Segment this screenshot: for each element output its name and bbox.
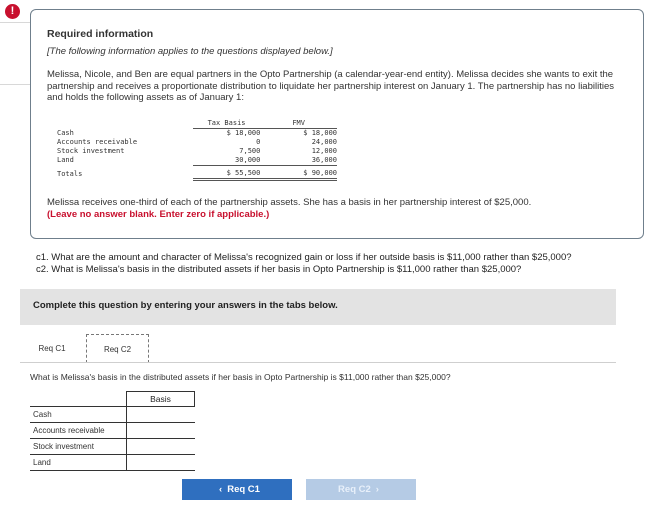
basis-input-accounts-receivable[interactable] xyxy=(126,423,195,438)
question-c1: c1. What are the amount and character of Melissa's recognized gain or loss if her outside basis is $11,000 rather than $25,000? xyxy=(36,252,572,263)
tab-req-c2[interactable]: Req C2 xyxy=(86,334,149,363)
tax-basis-header: Tax Basis xyxy=(193,119,261,129)
asset-totals-row xyxy=(53,166,337,180)
basis-row xyxy=(30,439,195,455)
basis-column-header: Basis xyxy=(126,391,195,407)
required-information-panel xyxy=(30,9,644,239)
panel-question: What is Melissa's basis in the distributed assets if her basis in Opto Partnership is $11,000 rather than $25,000? xyxy=(30,372,451,382)
divider xyxy=(0,22,30,23)
totals-tax-basis: $ 55,500 xyxy=(193,166,261,180)
asset-fmv: 12,000 xyxy=(311,147,337,155)
alert-icon: ! xyxy=(5,4,20,19)
scenario-paragraph: Melissa, Nicole, and Ben are equal partners in the Opto Partnership (a calendar-year-end entity). Melissa decides she wants to exit the partnership and receives a proportionate distribution to liquidate her partnership interest on January 1. The partnership has no liabilities and holds the following assets as of January 1: xyxy=(47,69,614,103)
answer-note: (Leave no answer blank. Enter zero if applicable.) xyxy=(47,209,270,220)
asset-name: Accounts receivable xyxy=(57,138,138,146)
asset-row xyxy=(53,147,337,156)
asset-fmv: 36,000 xyxy=(260,156,337,166)
asset-fmv: 24,000 xyxy=(311,138,337,146)
asset-fmv: $ 18,000 xyxy=(303,129,337,137)
basis-row-label: Land xyxy=(33,458,51,467)
basis-row-label: Accounts receivable xyxy=(33,426,105,435)
basis-row-label: Stock investment xyxy=(33,442,94,451)
next-tab-label: Req C2 xyxy=(338,484,371,495)
asset-header-blank xyxy=(53,119,193,129)
divider xyxy=(0,84,30,85)
basis-input-land[interactable] xyxy=(126,455,195,470)
chevron-right-icon: › xyxy=(375,484,379,495)
required-information-title: Required information xyxy=(47,28,154,40)
totals-label: Totals xyxy=(57,169,83,178)
asset-tax-basis: 7,500 xyxy=(239,147,261,155)
chevron-left-icon: ‹ xyxy=(219,484,223,495)
tab-panel-divider xyxy=(20,362,616,363)
basis-row xyxy=(30,423,195,439)
distribution-paragraph: Melissa receives one-third of each of the partnership assets. She has a basis in her partnership interest of $25,000. xyxy=(47,197,532,208)
asset-row xyxy=(53,129,337,139)
tab-req-c1[interactable]: Req C1 xyxy=(38,344,66,353)
asset-table-header xyxy=(53,119,337,129)
asset-tax-basis: 30,000 xyxy=(193,156,261,166)
asset-name: Land xyxy=(57,156,74,165)
question-c2: c2. What is Melissa's basis in the distributed assets if her basis in Opto Partnership is $11,000 rather than $25,000? xyxy=(36,263,522,275)
asset-table xyxy=(53,119,337,181)
prev-tab-button[interactable] xyxy=(182,479,292,500)
asset-row xyxy=(53,156,337,166)
basis-row-label: Cash xyxy=(33,410,52,419)
asset-row xyxy=(53,138,337,147)
fmv-header: FMV xyxy=(260,119,337,129)
asset-tax-basis: 0 xyxy=(256,138,261,146)
basis-row xyxy=(30,455,195,471)
instructions-bar: Complete this question by entering your answers in the tabs below. xyxy=(20,289,616,325)
basis-input-stock-investment[interactable] xyxy=(126,439,195,454)
required-information-subtitle: [The following information applies to the questions displayed below.] xyxy=(47,46,333,57)
asset-tax-basis: $ 18,000 xyxy=(226,129,261,137)
next-tab-button[interactable] xyxy=(306,479,416,500)
basis-input-cash[interactable] xyxy=(126,407,195,422)
basis-row xyxy=(30,407,195,423)
totals-fmv: $ 90,000 xyxy=(260,166,337,180)
asset-name: Stock investment xyxy=(57,147,125,155)
asset-name: Cash xyxy=(57,128,74,137)
prev-tab-label: Req C1 xyxy=(227,484,260,495)
question-list xyxy=(36,252,572,275)
